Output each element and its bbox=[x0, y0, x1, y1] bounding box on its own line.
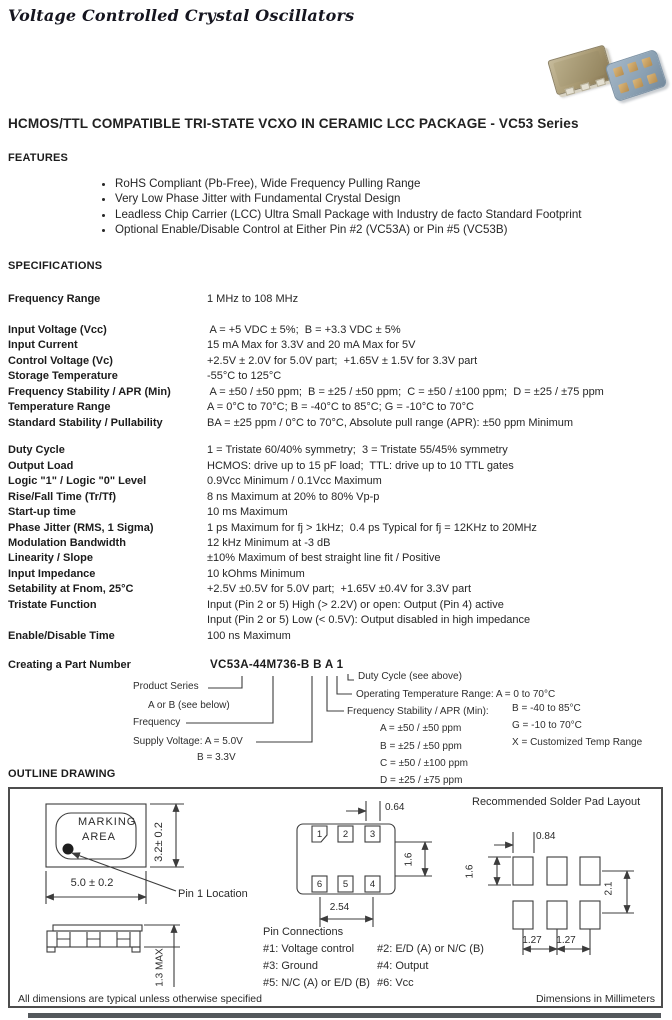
pad-number-4: 4 bbox=[369, 879, 376, 890]
spec-row: Enable/Disable Time 100 ns Maximum bbox=[8, 629, 291, 642]
feature-item: • Very Low Phase Jitter with Fundamental Crystal Design bbox=[115, 191, 658, 206]
spec-row: Frequency Stability / APR (Min) A = ±50 / ±50 ppm; B = ±25 / ±50 ppm; C = ±50 / ±100 ppm; D = ±25 / ±75 ppm bbox=[8, 385, 604, 398]
callout-stability-a: A = ±50 / ±50 ppm bbox=[380, 723, 462, 734]
spec-row: Linearity / Slope ±10% Maximum of best straight line fit / Positive bbox=[8, 552, 441, 565]
dim-solder-pad-height: 1.6 bbox=[464, 864, 476, 879]
callout-product-series-sub: A or B (see below) bbox=[148, 700, 230, 711]
pin-connection-entry: #1: Voltage control bbox=[263, 943, 355, 955]
spec-row: Input Current 15 mA Max for 3.3V and 20 mA Max for 5V bbox=[8, 339, 416, 352]
spec-row: Standard Stability / Pullability BA = ±25 ppm / 0°C to 70°C, Absolute pull range (APR): ±50 ppm Minimum bbox=[8, 416, 574, 429]
specifications-table bbox=[8, 293, 668, 645]
spec-row: Input (Pin 2 or 5) Low (< 0.5V): Output disabled in high impedance bbox=[207, 614, 531, 627]
callout-operating-temp-x: X = Customized Temp Range bbox=[512, 737, 643, 748]
package-castellation bbox=[580, 82, 591, 91]
package-photo-pad-view bbox=[604, 49, 667, 103]
callout-operating-temp-b: B = -40 to 85°C bbox=[512, 703, 581, 714]
spec-row: Input Impedance 10 kOhms Minimum bbox=[8, 567, 305, 580]
spec-row: Tristate Function Input (Pin 2 or 5) High (> 2.2V) or open: Output (Pin 4) active bbox=[8, 598, 504, 611]
package-castellation bbox=[595, 78, 606, 87]
feature-item: • Leadless Chip Carrier (LCC) Ultra Small Package with Industry de facto Standard Footprint bbox=[115, 207, 658, 222]
package-gold-pad bbox=[618, 82, 629, 93]
package-gold-pad bbox=[627, 61, 638, 72]
spec-row: Output Load HCMOS: drive up to 15 pF load; TTL: drive up to 10 TTL gates bbox=[8, 459, 514, 472]
package-gold-pad bbox=[641, 57, 652, 68]
callout-stability-d: D = ±25 / ±75 ppm bbox=[380, 775, 463, 786]
callout-operating-temp-g: G = -10 to 70°C bbox=[512, 720, 582, 731]
callout-supply-voltage-b: B = 3.3V bbox=[197, 752, 236, 763]
pin-connection-entry: #4: Output bbox=[377, 960, 429, 972]
package-photo-lid-view bbox=[547, 45, 614, 96]
dim-solder-pad-width: 0.84 bbox=[536, 831, 556, 842]
pin-connection-entry: #6: Vcc bbox=[377, 977, 414, 989]
feature-item: • Optional Enable/Disable Control at Either Pin #2 (VC53A) or Pin #5 (VC53B) bbox=[115, 222, 658, 237]
pad-number-2: 2 bbox=[342, 829, 349, 840]
callout-duty-cycle: Duty Cycle (see above) bbox=[358, 671, 462, 682]
dim-pad-width: 0.64 bbox=[385, 802, 405, 813]
part-number-value: VC53A-44M736-B B A 1 bbox=[210, 658, 344, 671]
spec-row: Start-up time 10 ms Maximum bbox=[8, 506, 288, 519]
feature-item: • RoHS Compliant (Pb-Free), Wide Frequency Pulling Range bbox=[115, 176, 658, 191]
package-gold-pad bbox=[613, 66, 624, 77]
spec-row: Duty Cycle 1 = Tristate 60/40% symmetry; 3 = Tristate 55/45% symmetry bbox=[8, 444, 508, 457]
features-list bbox=[8, 176, 658, 238]
dim-top-view-height: 3.2± 0.2 bbox=[153, 822, 165, 862]
dim-solder-col-pitch-1: 1.27 bbox=[522, 935, 542, 946]
pin1-location-label: Pin 1 Location bbox=[178, 888, 248, 900]
callout-operating-temp: Operating Temperature Range: A = 0 to 70°C bbox=[356, 689, 556, 700]
document-heading: HCMOS/TTL COMPATIBLE TRI-STATE VCXO IN CERAMIC LCC PACKAGE - VC53 Series bbox=[8, 116, 579, 131]
callout-product-series: Product Series bbox=[133, 681, 199, 692]
package-gold-pad bbox=[647, 73, 658, 84]
package-castellation bbox=[565, 87, 576, 96]
spec-row: Temperature Range A = 0°C to 70°C; B = -40°C to 85°C; G = -10°C to 70°C bbox=[8, 401, 474, 414]
spec-row: Control Voltage (Vc) +2.5V ± 2.0V for 5.0V part; +1.65V ± 1.5V for 3.3V part bbox=[8, 354, 478, 367]
pad-number-1: 1 bbox=[316, 829, 323, 840]
marking-area-line1: MARKING bbox=[78, 816, 137, 828]
callout-frequency: Frequency bbox=[133, 717, 181, 728]
callout-freq-stability: Frequency Stability / APR (Min): bbox=[347, 706, 489, 717]
spec-row: Phase Jitter (RMS, 1 Sigma) 1 ps Maximum for fj > 1kHz; 0.4 ps Typical for fj = 12KHz to 20MHz bbox=[8, 521, 537, 534]
dim-pad-pitch: 2.54 bbox=[329, 902, 350, 913]
outline-footnote-left: All dimensions are typical unless otherwise specified bbox=[18, 993, 262, 1005]
pin-connections-heading: Pin Connections bbox=[263, 926, 344, 938]
pad-number-6: 6 bbox=[316, 879, 323, 890]
callout-supply-voltage: Supply Voltage: A = 5.0V bbox=[133, 736, 243, 747]
dim-solder-col-pitch-2: 1.27 bbox=[556, 935, 576, 946]
dim-top-view-width: 5.0 ± 0.2 bbox=[70, 877, 114, 889]
page-title: Voltage Controlled Crystal Oscillators bbox=[8, 6, 355, 25]
part-number-label: Creating a Part Number bbox=[8, 659, 131, 671]
pin-connection-entry: #3: Ground bbox=[263, 960, 319, 972]
callout-stability-b: B = ±25 / ±50 ppm bbox=[380, 741, 462, 752]
dim-solder-row-pitch: 2.1 bbox=[603, 881, 615, 896]
dim-side-view-height: 1.3 MAX bbox=[154, 948, 166, 987]
footer-bar bbox=[28, 1013, 661, 1018]
spec-row: Frequency Range 1 MHz to 108 MHz bbox=[8, 293, 299, 305]
spec-row: Modulation Bandwidth 12 kHz Minimum at -3 dB bbox=[8, 537, 331, 550]
package-gold-pad bbox=[632, 78, 643, 89]
spec-row: Input Voltage (Vcc) A = +5 VDC ± 5%; B = +3.3 VDC ± 5% bbox=[8, 323, 401, 336]
marking-area-line2: AREA bbox=[82, 831, 116, 843]
callout-stability-c: C = ±50 / ±100 ppm bbox=[380, 758, 468, 769]
spec-row: Setability at Fnom, 25°C +2.5V ±0.5V for 5.0V part; +1.65V ±0.4V for 3.3V part bbox=[8, 583, 472, 596]
pad-number-5: 5 bbox=[342, 879, 349, 890]
outline-footnote-right: Dimensions in Millimeters bbox=[535, 993, 655, 1005]
pin-connection-entry: #5: N/C (A) or E/D (B) bbox=[263, 977, 370, 989]
spec-row: Rise/Fall Time (Tr/Tf) 8 ns Maximum at 20% to 80% Vp-p bbox=[8, 490, 380, 503]
outline-drawing-heading: OUTLINE DRAWING bbox=[8, 768, 116, 780]
features-heading: FEATURES bbox=[8, 152, 69, 164]
solder-pad-layout-title: Recommended Solder Pad Layout bbox=[472, 796, 641, 808]
pin-connection-entry: #2: E/D (A) or N/C (B) bbox=[377, 943, 484, 955]
specifications-heading: SPECIFICATIONS bbox=[8, 260, 103, 272]
spec-row: Logic "1" / Logic "0" Level 0.9Vcc Minimum / 0.1Vcc Maximum bbox=[8, 475, 382, 488]
dim-pad-row-gap: 1.6 bbox=[403, 852, 415, 867]
spec-row: Storage Temperature -55°C to 125°C bbox=[8, 370, 282, 383]
pad-number-3: 3 bbox=[369, 829, 376, 840]
